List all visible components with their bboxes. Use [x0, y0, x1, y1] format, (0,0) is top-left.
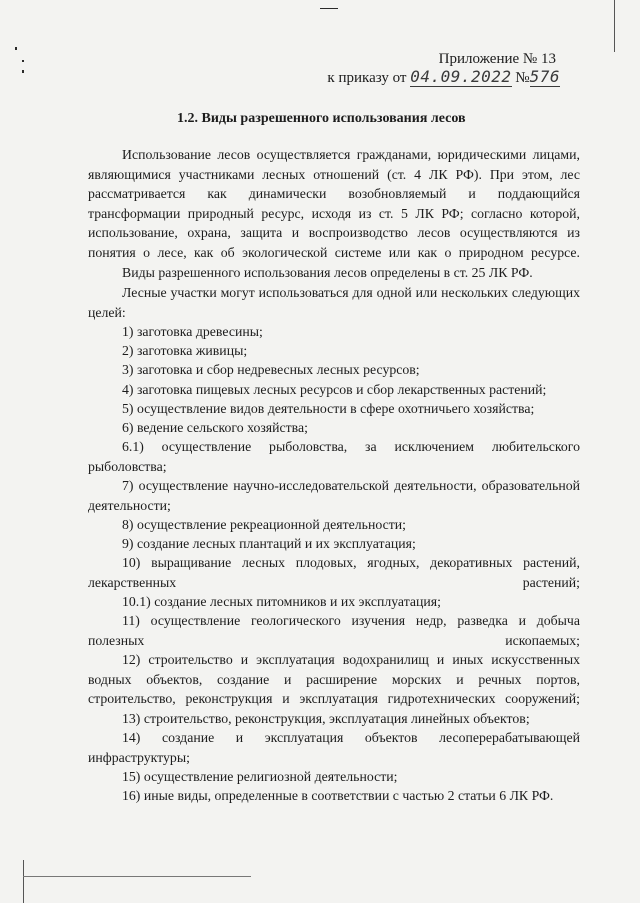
order-reference — [300, 68, 560, 87]
list-item: 1) заготовка древесины; — [122, 324, 263, 339]
intro-paragraph: Виды разрешенного использования лесов определены в ст. 25 ЛК РФ. — [122, 265, 533, 280]
scan-edge-right — [614, 0, 615, 52]
order-date: 04.09.2022 — [410, 67, 512, 86]
list-item: 5) осуществление видов деятельности в сфере охотничьего хозяйства; — [122, 401, 535, 416]
appendix-header — [300, 50, 560, 87]
list-item: 10.1) создание лесных питомников и их эксплуатация; — [122, 594, 441, 609]
list-item: 6) ведение сельского хозяйства; — [122, 420, 308, 435]
list-item: 13) строительство, реконструкция, эксплуатация линейных объектов; — [122, 711, 530, 726]
order-prefix: к приказу от — [327, 70, 407, 86]
list-item: 7) осуществление научно-исследовательской деятельности, образовательной деятельности; — [88, 478, 580, 513]
scan-dot — [15, 47, 17, 50]
list-item: 4) заготовка пищевых лесных ресурсов и сбор лекарственных растений; — [122, 382, 547, 397]
appendix-label: Приложение № 13 — [438, 51, 556, 67]
list-item: 12) строительство и эксплуатация водохранилищ и иных искусственных водных объектов, создание и расширение морских и речных портов, строительство, реконструкция и эксплуатация гидротехнических сооружений; — [88, 652, 580, 707]
scan-edge-left — [23, 860, 24, 903]
list-item: 14) создание и эксплуатация объектов лесоперерабатывающей инфраструктуры; — [88, 730, 580, 765]
section-title: 1.2. Виды разрешенного использования лесов — [177, 111, 466, 126]
order-number: 576 — [529, 67, 560, 86]
list-item: 8) осуществление рекреационной деятельности; — [122, 517, 406, 532]
scan-dot — [22, 60, 24, 62]
list-item: 9) создание лесных плантаций и их эксплуатация; — [122, 536, 416, 551]
list-item: 15) осуществление религиозной деятельности; — [122, 769, 398, 784]
list-item: 3) заготовка и сбор недревесных лесных ресурсов; — [122, 362, 420, 377]
scan-edge-bottom — [23, 876, 251, 877]
list-item: 16) иные виды, определенные в соответствии с частью 2 статьи 6 ЛК РФ. — [122, 788, 554, 803]
order-number-prefix: № — [515, 70, 530, 86]
intro-paragraph: Использование лесов осуществляется гражданами, юридическими лицами, являющимися участниками лесных отношений (ст. 4 ЛК РФ). При этом, лес рассматривается как динамически возобновляемый и поддающийся трансформации природный ресурс, исходя из ст. 5 ЛК РФ; согласно которой, использование, охрана, защита и воспроизводство лесов осуществляются из понятия о лесе, как об экологической системе или как о природном ресурсе. — [88, 147, 580, 260]
scan-mark-top — [320, 8, 338, 9]
intro-paragraph: Лесные участки могут использоваться для одной или нескольких следующих целей: — [88, 285, 580, 320]
list-item: 6.1) осуществление рыболовства, за исключением любительского рыболовства; — [88, 439, 580, 474]
scan-dot — [22, 70, 24, 73]
list-item: 11) осуществление геологического изучения недр, разведка и добыча полезных ископаемых; — [88, 613, 580, 648]
list-item: 2) заготовка живицы; — [122, 343, 248, 358]
list-item: 10) выращивание лесных плодовых, ягодных, декоративных растений, лекарственных растений; — [88, 555, 580, 590]
